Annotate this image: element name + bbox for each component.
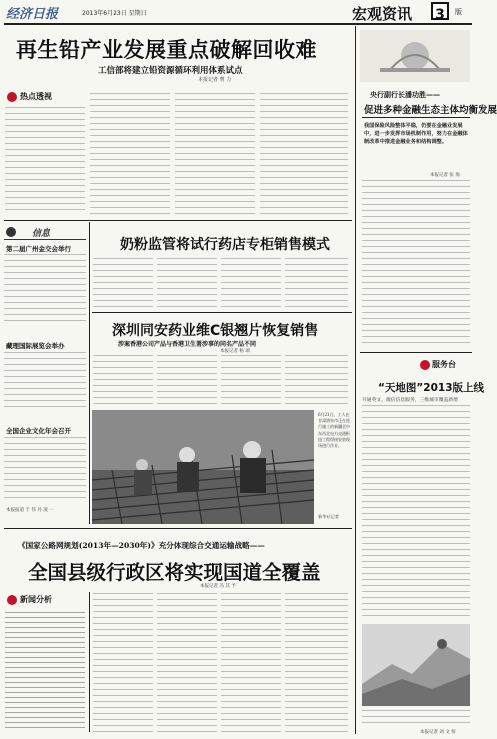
main-headline: 再生铅产业发展重点破解回收难 [16,38,317,62]
main-story [4,26,352,88]
tongren-byline: 本报记者 杨 颂 [220,349,250,354]
masthead-rule [4,23,472,25]
column-rule-left [89,222,90,524]
tianditu-subheadline: 开通英文、微信信息服务，三维城市覆盖新增 [362,398,458,403]
right-banner [360,30,470,82]
issue-date: 2013年6月23日 星期日 [82,10,147,17]
hot-topic-icon [7,92,17,102]
tongren-headline: 深圳同安药业维C银翘片恢复销售 [112,323,319,339]
right-kicker: 央行副行长潘功胜—— [370,90,440,99]
main-story-body-col-3 [260,93,348,215]
section-name: 宏观资讯 [352,5,413,23]
tongren-subheadline: 涉案香港公司产品与香港卫生署涉事的同名产品不同 [118,341,257,348]
photo-caption [318,412,350,524]
milk-body-col-3 [221,258,281,308]
right-divider [360,352,472,353]
info-item-3-text [4,437,86,501]
page-number: 3 [435,7,445,23]
banner-illustration [360,30,470,82]
right-bottom-credit: 本报记者 刘 文 恒 [420,730,456,735]
main-subheadline: 工信部将建立铅资源循环利用体系试点 [98,66,243,76]
tianditu-headline: “天地图”2013版上线 [378,382,485,394]
news-photo [92,410,314,524]
highway-body-col-3 [221,593,281,732]
info-column [4,224,86,524]
tongren-body-col-4 [285,355,348,407]
info-item-3-byline: 本报报道 于 伟 丹 凌 一 [6,508,54,513]
tongren-body-col-3 [221,355,281,407]
page-suffix: 版 [455,8,462,16]
news-analysis-label: 新闻分析 [20,595,52,604]
section-divider-2 [92,312,352,313]
section-divider-1 [4,220,352,221]
info-item-3-title: 全国企业文化年会召开 [6,427,71,435]
milk-headline: 奶粉监管将试行药店专柜销售模式 [120,237,330,253]
main-byline: 本报记者 曹 力 [198,77,232,83]
main-story-body-col-2 [175,93,255,215]
tongren-body-col-1 [93,355,153,407]
info-item-2-title: 藏理国际展览会举办 [6,342,65,350]
highway-body-col-2 [157,593,217,732]
news-analysis-header [5,592,85,608]
photo-illustration [92,410,314,524]
info-item-1-title: 第二届广州金交会举行 [6,245,71,253]
tianditu-image [362,624,470,706]
highway-headline: 全国县级行政区将实现国道全覆盖 [28,561,321,584]
right-column-rule [355,26,356,734]
milk-body-col-1 [93,258,153,308]
photo-caption-text: 6月21日，工人在甘肃酒泉市正在进行施工的新疆至中东西北电力交通枢纽工程焊接安装现场进行作业。 [318,412,350,449]
section-divider-3 [4,528,352,529]
milk-body-col-4 [285,258,348,308]
info-item-2-text [4,352,86,412]
column-rule-bottom [89,592,90,732]
tianditu-body [362,405,470,620]
highway-body-col-4 [285,593,348,732]
newspaper-logo: 经济日报 [6,7,59,22]
service-header [420,358,470,372]
hot-topic-text [5,107,85,211]
info-label: 信息 [32,229,51,239]
hot-topic-box [5,90,85,216]
right-headline: 促进多种金融生态主体均衡发展 [364,105,497,116]
right-byline: 本报记者 张 海 [430,173,460,178]
hot-topic-header [5,90,85,104]
hot-topic-label: 热点透视 [20,92,52,101]
service-icon [420,360,430,370]
info-item-1-text [4,254,86,326]
highway-byline: 本报记者 冯 其 予 [200,584,236,589]
page-number-badge [431,2,449,23]
highway-kicker: 《国家公路网规划(2013年—2030年)》充分体现综合交通运输战略—— [18,541,265,550]
info-icon [6,227,16,237]
right-summary: 我国保险风险整体平稳，仍要在金融业发展中，进一步发挥市场机制作用，努力在金融体制改革中推进金融业务和结构调整。 [364,123,468,145]
service-label: 服务台 [432,360,456,369]
right-headline-rule [362,117,470,118]
right-body [362,180,470,348]
info-header [4,224,86,240]
photo-credit: 新华社记者 [318,514,339,519]
highway-body-col-1 [93,593,153,732]
tongren-body-col-2 [157,355,217,407]
masthead [0,0,476,24]
map-illustration [362,624,470,706]
milk-body-col-2 [157,258,217,308]
main-story-body-col-1 [90,93,170,215]
news-analysis-text [5,612,85,730]
news-analysis-box [5,592,85,732]
news-analysis-icon [7,595,17,605]
tianditu-caption [362,710,470,728]
